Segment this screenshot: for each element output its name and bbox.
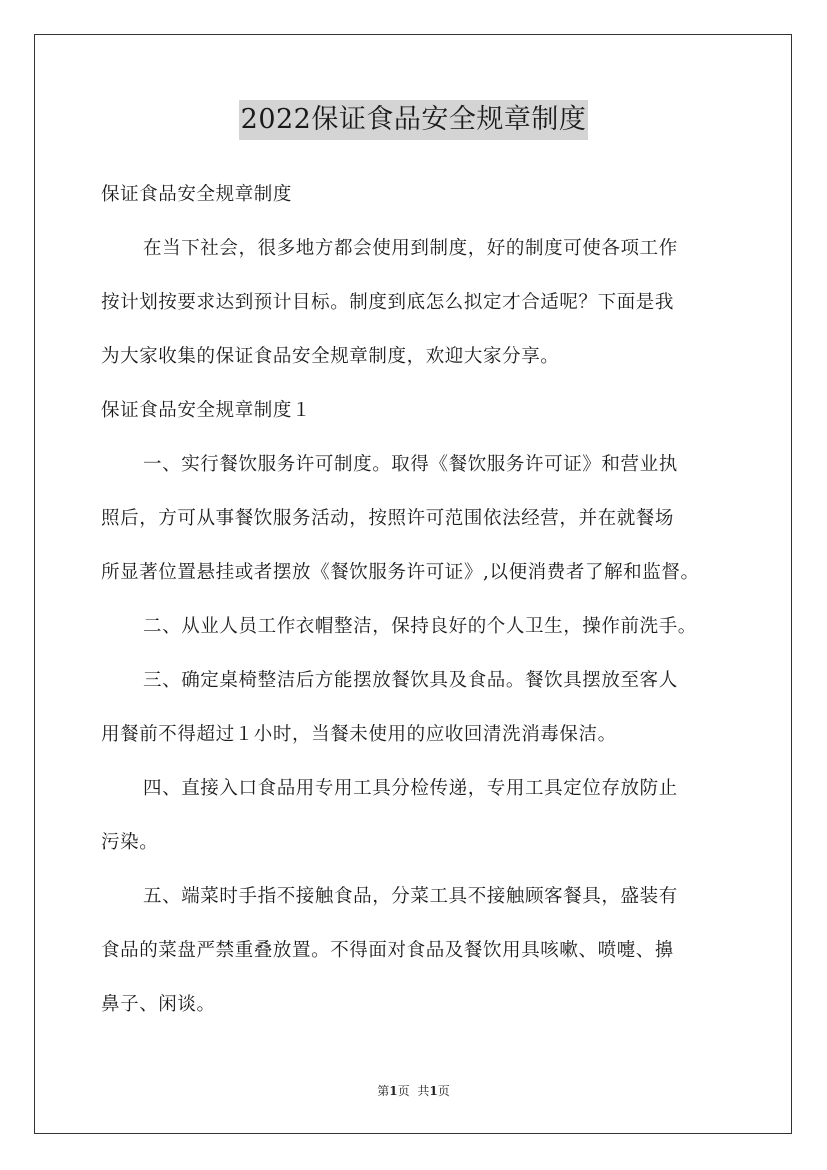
- page-footer: [0, 1082, 827, 1099]
- title-wrap: [0, 100, 827, 140]
- page-prefix: 第: [377, 1084, 390, 1098]
- total-suffix: 页: [437, 1084, 450, 1098]
- total-pages: 1: [429, 1084, 438, 1098]
- body-line: 为大家收集的保证食品安全规章制度，欢迎大家分享。: [101, 346, 560, 367]
- page-suffix: 页: [397, 1084, 410, 1098]
- body-line: 按计划按要求达到预计目标。制度到底怎么拟定才合适呢？下面是我: [101, 292, 675, 313]
- body-line: 保证食品安全规章制度: [101, 184, 293, 205]
- body-line: 四、直接入口食品用专用工具分检传递，专用工具定位存放防止: [143, 778, 678, 799]
- body-line: 五、端菜时手指不接触食品，分菜工具不接触顾客餐具，盛装有: [143, 886, 678, 907]
- body-line: 一、实行餐饮服务许可制度。取得《餐饮服务许可证》和营业执: [143, 454, 678, 475]
- body-line: 所显著位置悬挂或者摆放《餐饮服务许可证》,以便消费者了解和监督。: [101, 562, 700, 583]
- section-heading: 保证食品安全规章制度１: [101, 400, 312, 421]
- body-line: 污染。: [101, 832, 159, 853]
- body-line: 用餐前不得超过１小时，当餐未使用的应收回清洗消毒保洁。: [101, 724, 617, 745]
- body-line: 鼻子、闲谈。: [101, 994, 216, 1015]
- total-prefix: 共: [417, 1084, 430, 1098]
- body-line: 食品的菜盘严禁重叠放置。不得面对食品及餐饮用具咳嗽、喷嚏、擤: [101, 940, 675, 961]
- body-line: 照后，方可从事餐饮服务活动，按照许可范围依法经营，并在就餐场: [101, 508, 675, 529]
- document-title: 2022保证食品安全规章制度: [239, 100, 589, 140]
- body-line: 三、确定桌椅整洁后方能摆放餐饮具及食品。餐饮具摆放至客人: [143, 670, 678, 691]
- body-line: 在当下社会，很多地方都会使用到制度，好的制度可使各项工作: [143, 238, 678, 259]
- page-number: 1: [389, 1084, 398, 1098]
- document-body: [101, 168, 741, 1032]
- body-line: 二、从业人员工作衣帽整洁，保持良好的个人卫生，操作前洗手。: [143, 616, 697, 637]
